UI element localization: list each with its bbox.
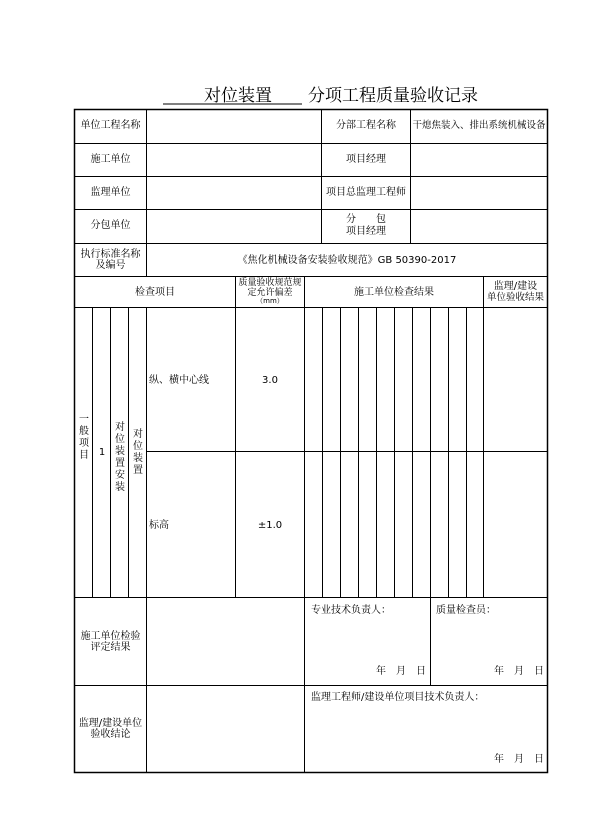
- construction-date-2: 年 月 日: [494, 666, 544, 677]
- title-item-name: 对位装置: [204, 86, 272, 106]
- chief-supervisor-label: 项目总监理工程师: [326, 187, 406, 198]
- tech-leader-label: 专业技术负责人：: [311, 605, 391, 616]
- construction-unit-label: 施工单位: [90, 154, 131, 165]
- row-1-name: 纵、横中心线: [149, 375, 209, 386]
- subcontract-manager-label-1: 分 包: [346, 214, 386, 225]
- construction-date-1: 年 月 日: [376, 666, 426, 677]
- tolerance-header-3: （mm）: [256, 297, 284, 305]
- standard-label-2: 及编号: [95, 260, 126, 271]
- category-general-items: 一般项目: [79, 414, 89, 461]
- quality-inspector-label: 质量检查员：: [436, 605, 496, 616]
- row-2-name: 标高: [149, 520, 169, 531]
- supervision-engineer-label: 监理工程师/建设单位项目技术负责人：: [311, 692, 485, 703]
- subcontract-unit-label: 分包单位: [90, 220, 131, 231]
- construction-eval-label-1: 施工单位检验: [80, 631, 141, 642]
- tolerance-header-2: 定允许偏差: [247, 288, 293, 298]
- row-2-tolerance: ±1.0: [257, 520, 283, 531]
- subcontract-manager-label-2: 项目经理: [346, 226, 386, 237]
- tolerance-header-1: 质量验收规范规: [238, 278, 302, 288]
- row-1-tolerance: 3.0: [262, 375, 278, 386]
- standard-value: 《焦化机械设备安装验收规范》GB 50390-2017: [237, 255, 457, 266]
- inspection-item-header: 检查项目: [135, 287, 175, 298]
- device-name: 对位装置: [133, 429, 143, 476]
- sub-project-label: 分部工程名称: [336, 120, 396, 131]
- acceptance-header-1: 监理/建设: [493, 281, 538, 292]
- item-number: 1: [98, 447, 106, 458]
- unit-project-label: 单位工程名称: [80, 120, 141, 131]
- supervision-eval-label-1: 监理/建设单位: [78, 718, 143, 729]
- construction-eval-label-2: 评定结果: [90, 642, 131, 653]
- supervision-unit-label: 监理单位: [90, 187, 131, 198]
- title-suffix: 分项工程质量验收记录: [308, 86, 478, 106]
- supervision-date: 年 月 日: [494, 754, 544, 765]
- result-header: 施工单位检查结果: [354, 287, 434, 298]
- project-manager-label: 项目经理: [346, 154, 386, 165]
- sub-item-install: 对位装置安装: [115, 422, 125, 493]
- supervision-eval-label-2: 验收结论: [90, 729, 131, 740]
- acceptance-header-2: 单位验收结果: [486, 292, 544, 303]
- sub-project-value[interactable]: 干熄焦装入、排出系统机械设备: [412, 120, 546, 131]
- standard-label-1: 执行标准名称: [80, 249, 141, 260]
